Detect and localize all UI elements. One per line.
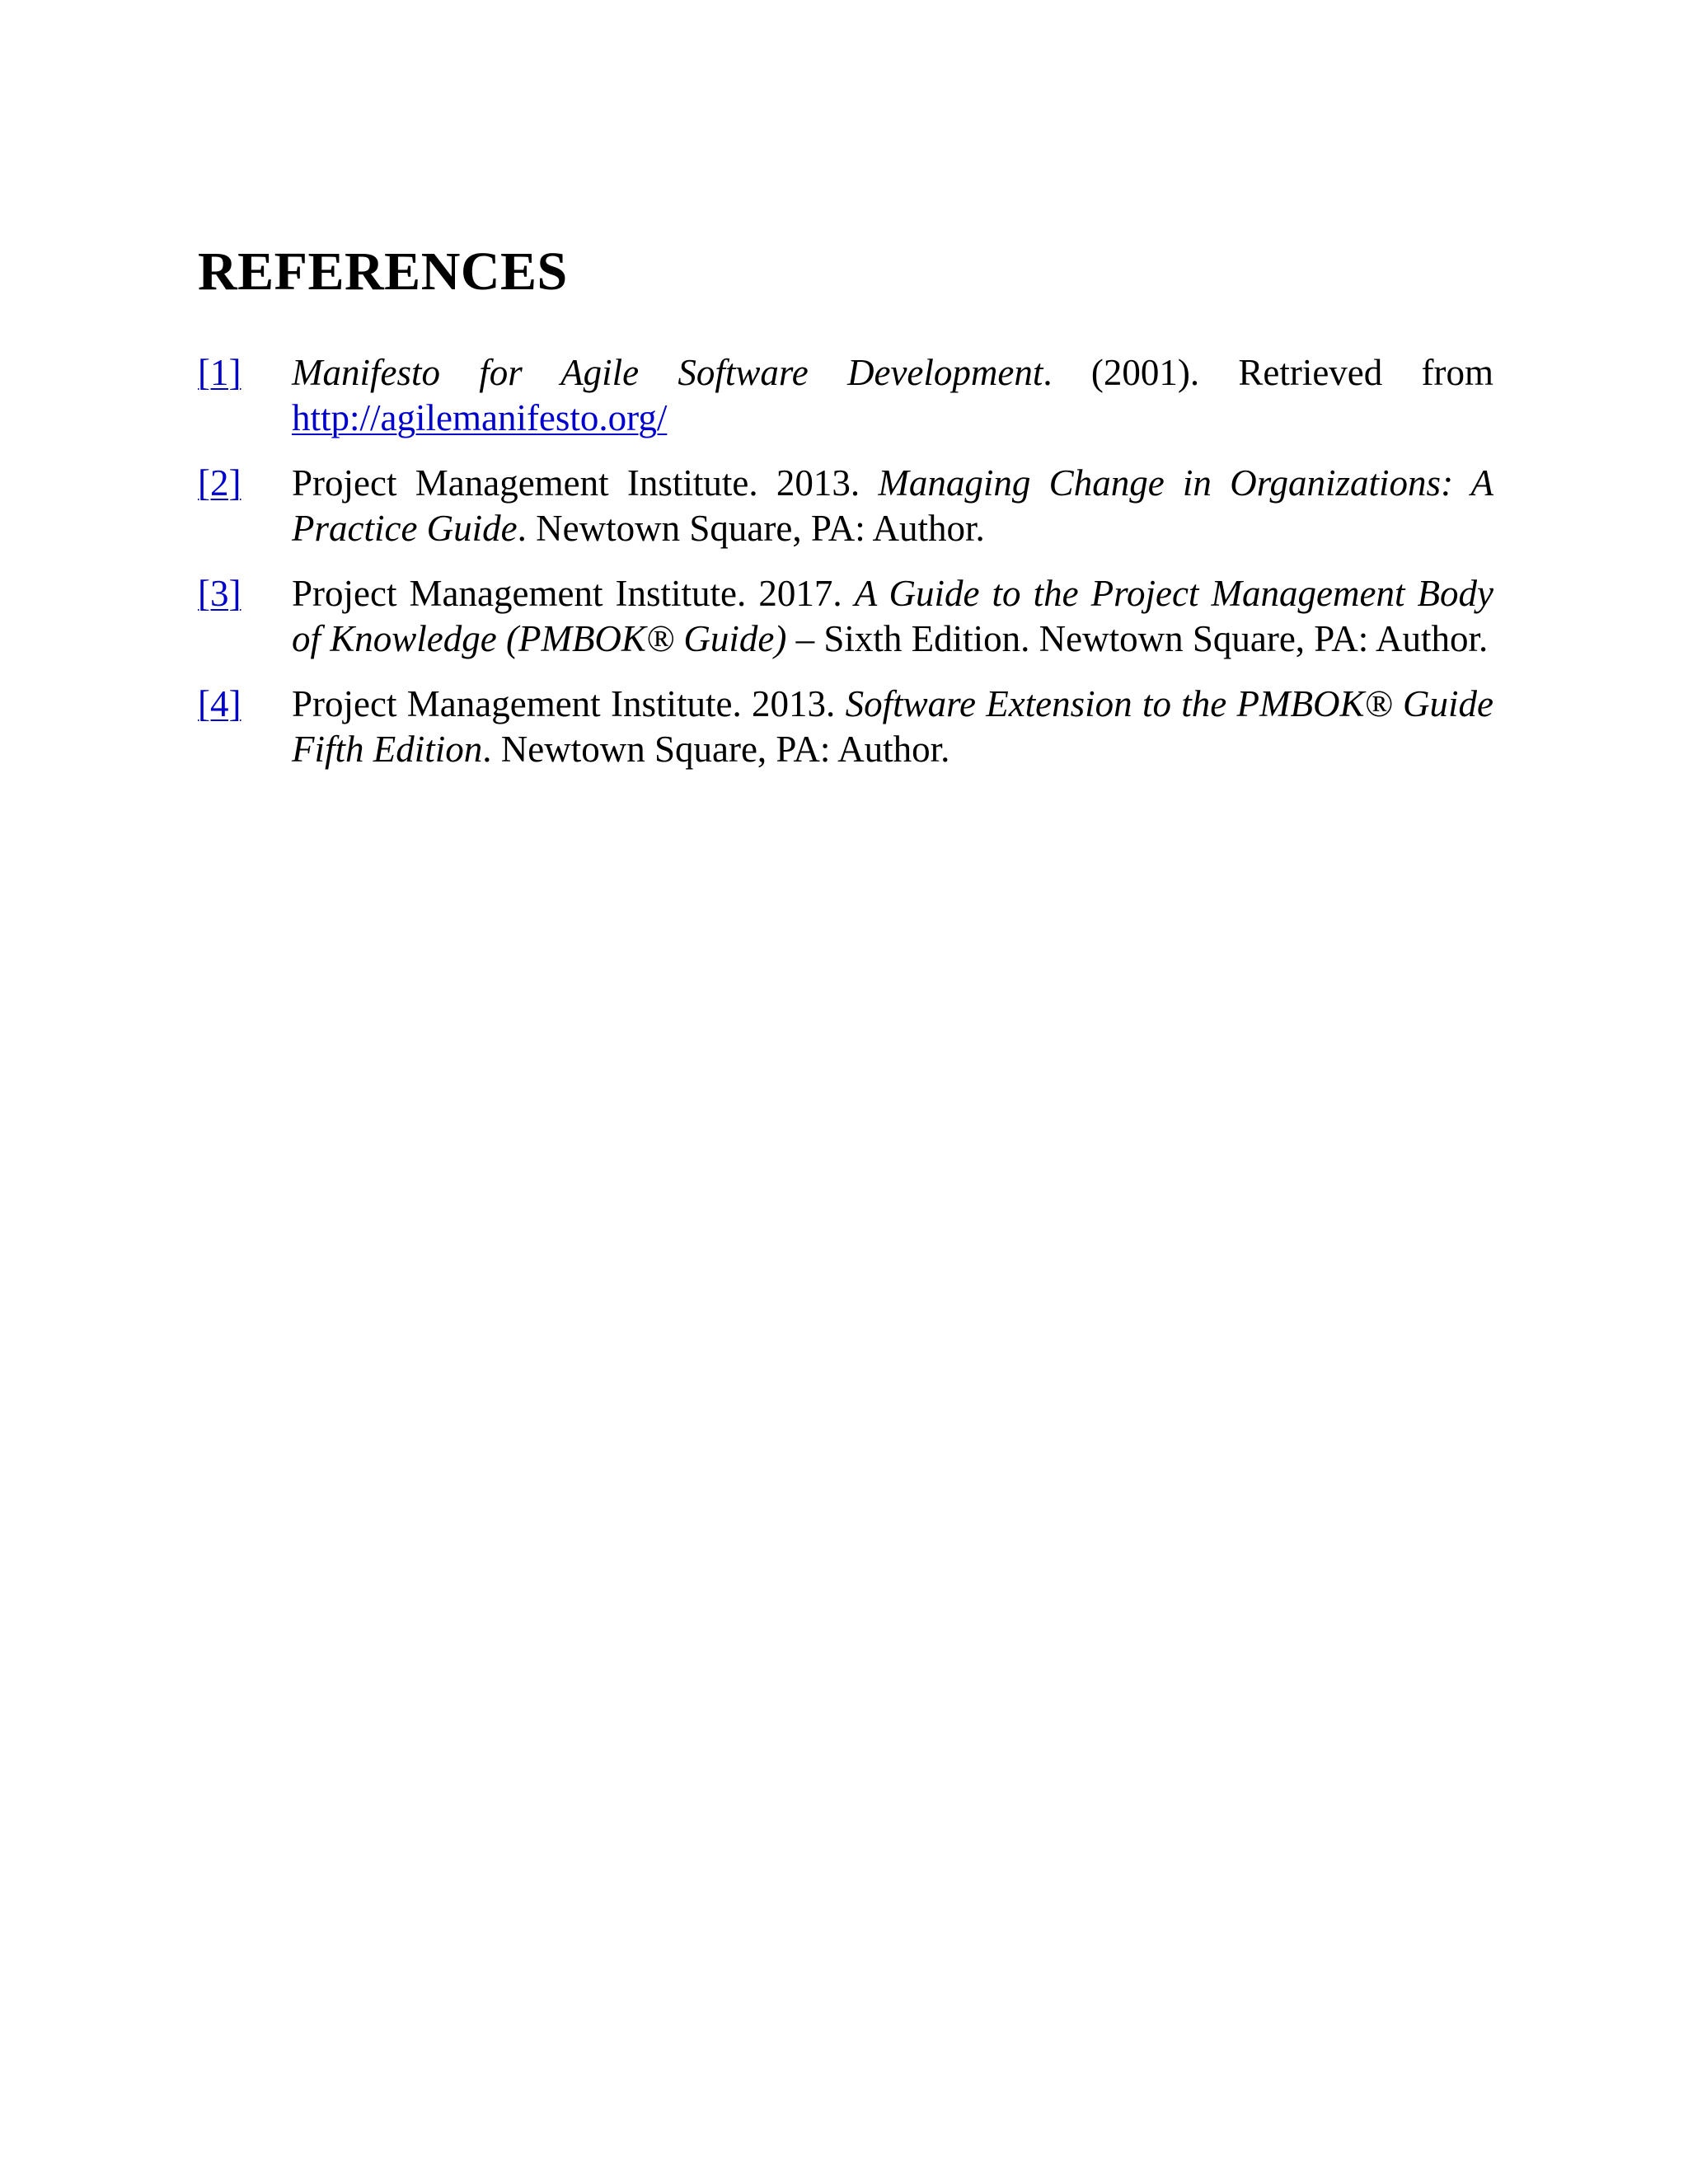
reference-text	[284, 350, 1493, 441]
reference-number-link[interactable]: [3]	[198, 573, 241, 614]
reference-author: Project Management Institute. 2017.	[292, 573, 855, 614]
reference-title: Software Extension to the PMBOK® Guide Fifth Edition	[292, 683, 1493, 770]
reference-url-link[interactable]: http://agilemanifesto.org/	[292, 397, 668, 438]
reference-title: Manifesto for Agile Software Development	[292, 352, 1043, 393]
reference-title: A Guide to the Project Management Body of Knowledge (PMBOK® Guide)	[292, 573, 1493, 659]
references-heading: REFERENCES	[198, 241, 568, 302]
reference-number-link[interactable]: [2]	[198, 462, 241, 504]
reference-number-link[interactable]: [4]	[198, 683, 241, 724]
reference-text	[284, 461, 1493, 551]
reference-details: . Newtown Square, PA: Author.	[482, 729, 950, 770]
reference-item-1	[198, 350, 1493, 441]
reference-number-link[interactable]: [1]	[198, 352, 241, 393]
reference-text	[284, 571, 1493, 662]
reference-title: Managing Change in Organizations: A Practice Guide	[292, 462, 1493, 549]
reference-text	[284, 682, 1493, 772]
reference-author: Project Management Institute. 2013.	[292, 462, 879, 504]
reference-item-2	[198, 461, 1493, 551]
reference-details: – Sixth Edition. Newtown Square, PA: Author.	[786, 618, 1489, 659]
reference-item-4	[198, 682, 1493, 772]
reference-author: Project Management Institute. 2013.	[292, 683, 846, 724]
reference-list	[198, 350, 1493, 792]
reference-details: . (2001). Retrieved from	[1043, 352, 1493, 393]
reference-details: . Newtown Square, PA: Author.	[517, 508, 985, 549]
reference-item-3	[198, 571, 1493, 662]
